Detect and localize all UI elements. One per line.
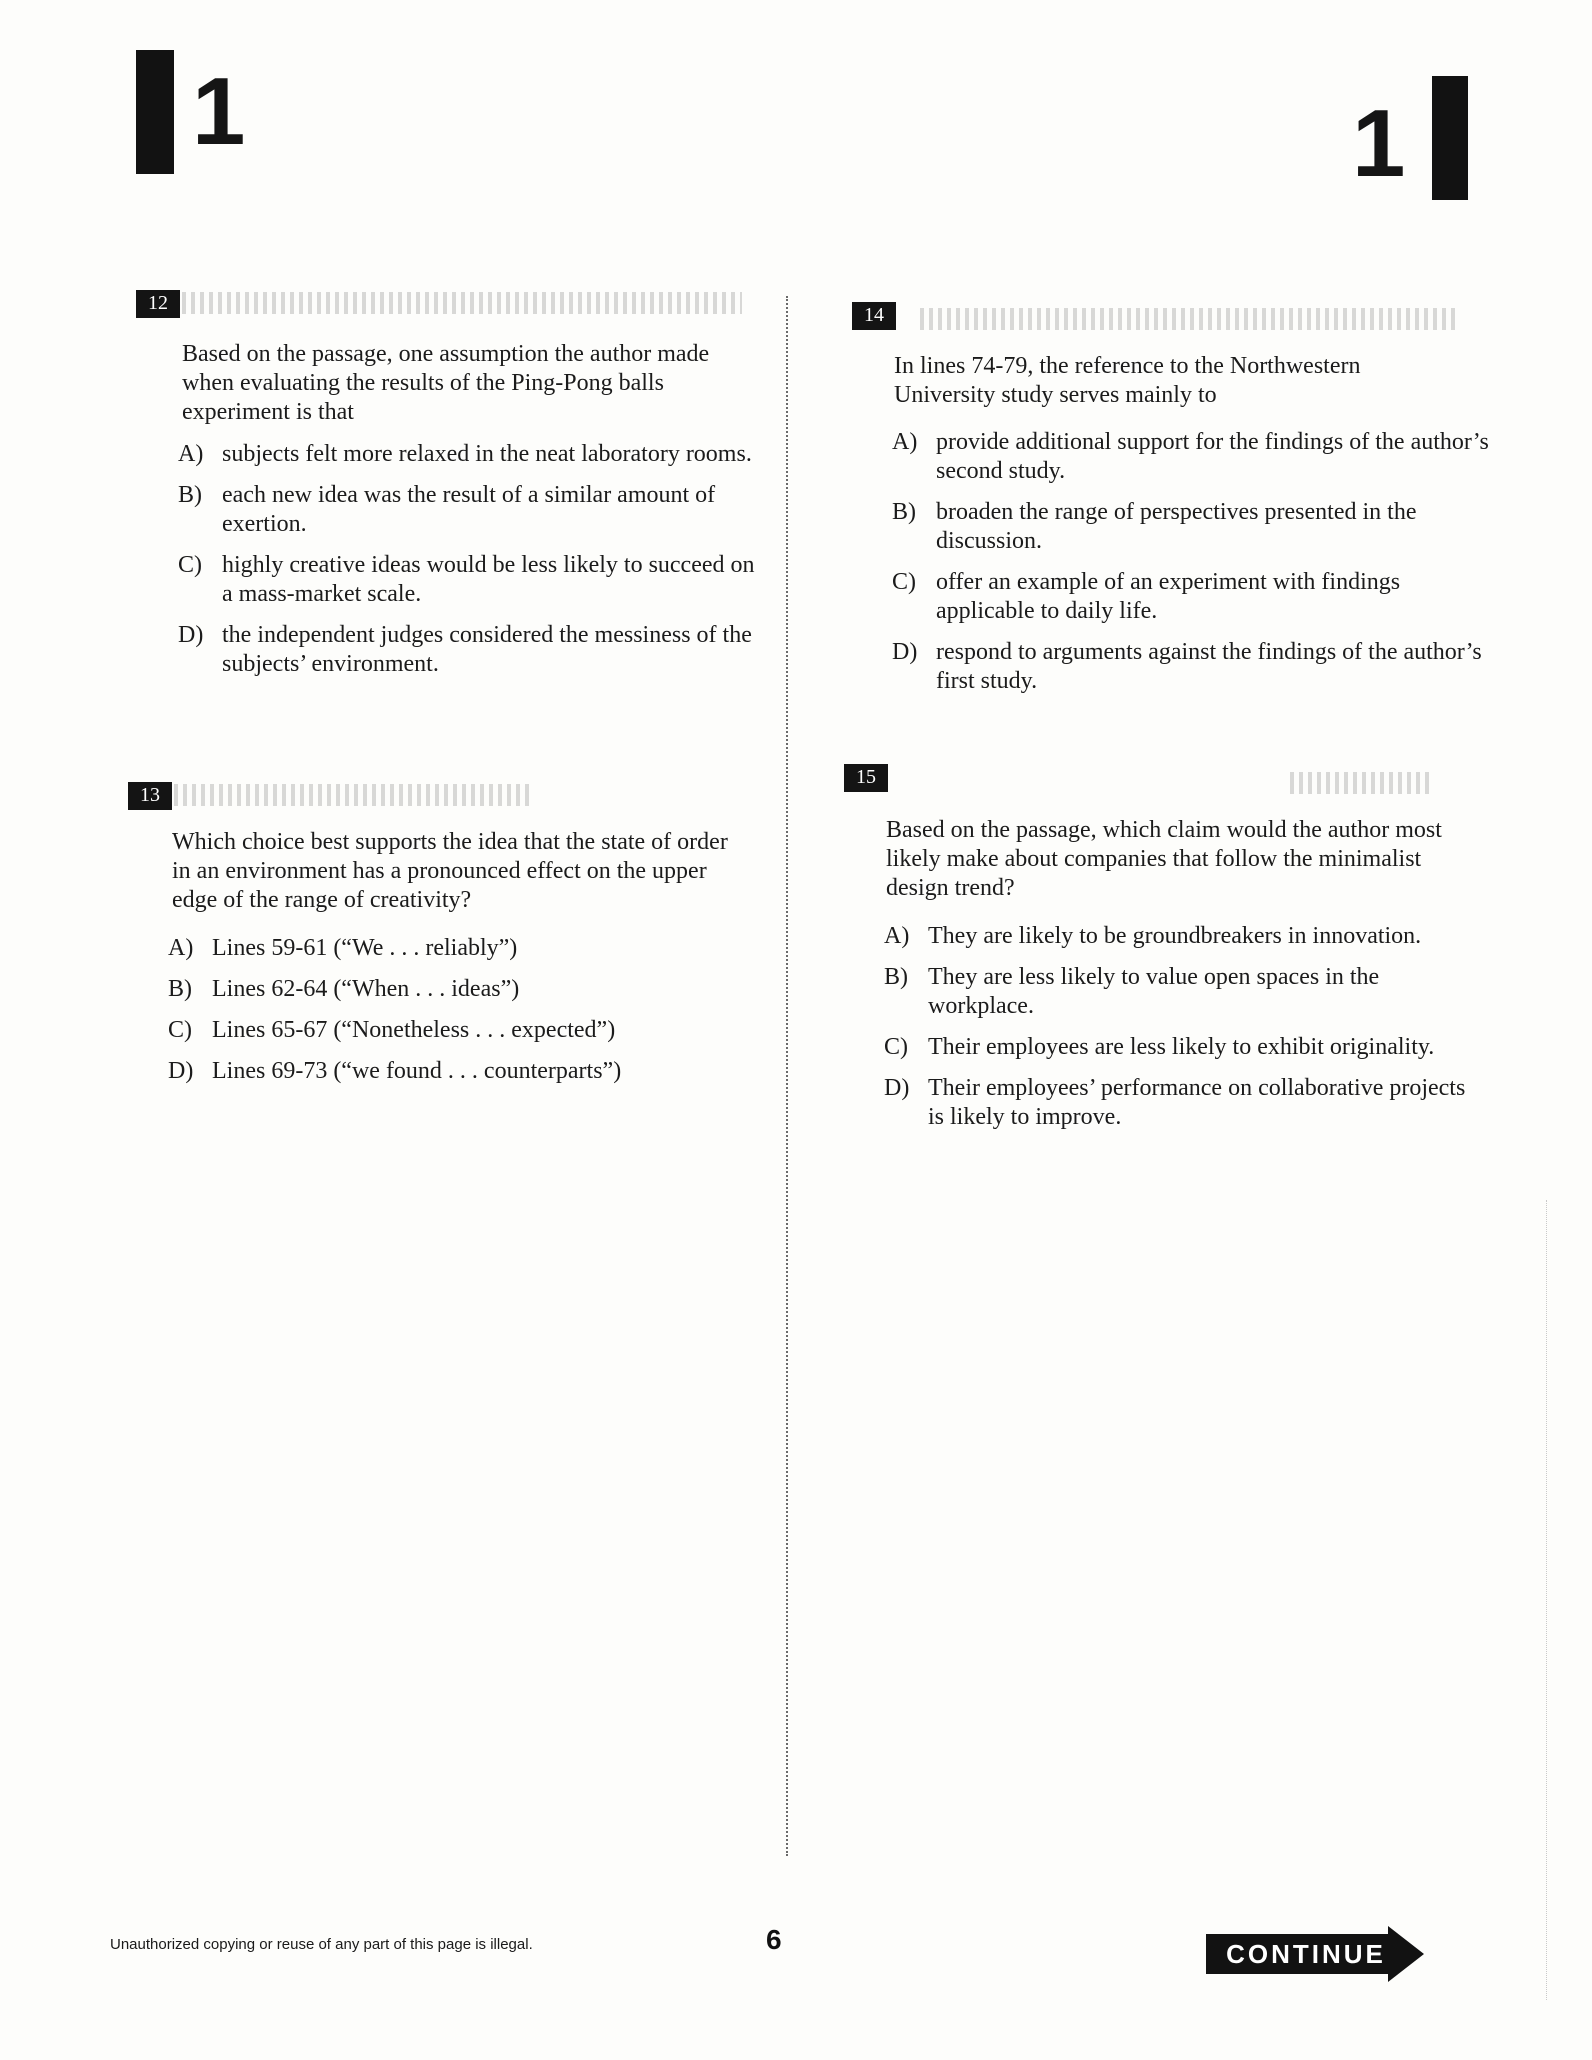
answer-option-b[interactable] (892, 498, 1492, 556)
option-text: They are likely to be groundbreakers in innovation. (928, 923, 1422, 949)
answer-option-b[interactable] (178, 481, 762, 539)
section-marker-bar-right (1432, 76, 1468, 200)
option-text: broaden the range of perspectives presented in the discussion. (936, 499, 1417, 554)
option-text: highly creative ideas would be less likely to succeed on a mass-market scale. (222, 552, 755, 607)
answer-options (892, 428, 1492, 708)
option-text: Lines 59-61 (“We . . . reliably”) (212, 935, 518, 961)
answer-option-d[interactable] (168, 1057, 758, 1086)
option-letter: B) (884, 964, 908, 990)
answer-option-a[interactable] (168, 934, 758, 963)
answer-option-d[interactable] (178, 621, 762, 679)
answer-option-b[interactable] (884, 963, 1484, 1021)
option-letter: C) (168, 1017, 192, 1043)
option-text: Lines 65-67 (“Nonetheless . . . expected”) (212, 1017, 616, 1043)
option-text: each new idea was the result of a similar amount of exertion. (222, 482, 716, 537)
answer-option-c[interactable] (178, 551, 762, 609)
option-text: They are less likely to value open spaces in the workplace. (928, 964, 1380, 1019)
question-number-badge: 15 (844, 764, 888, 792)
option-text: offer an example of an experiment with findings applicable to daily life. (936, 569, 1401, 624)
answer-option-a[interactable] (892, 428, 1492, 486)
scan-noise (182, 292, 742, 314)
continue-label: CONTINUE (1226, 1939, 1386, 1969)
question-number-badge: 12 (136, 290, 180, 318)
answer-option-d[interactable] (892, 638, 1492, 696)
option-letter: D) (892, 639, 918, 665)
option-letter: A) (178, 441, 204, 467)
option-letter: D) (884, 1075, 910, 1101)
question-stem: Which choice best supports the idea that the state of order in an environment has a pronounced effect on the upper edge of the range of creativity? (172, 829, 728, 913)
section-number-right: 1 (1352, 90, 1406, 197)
option-text: respond to arguments against the findings of the author’s first study. (936, 639, 1482, 694)
continue-button[interactable] (1206, 1926, 1428, 1982)
answer-options (178, 440, 762, 691)
question-stem: In lines 74-79, the reference to the Northwestern University study serves mainly to (894, 353, 1361, 408)
answer-options (884, 922, 1484, 1144)
question-stem: Based on the passage, one assumption the author made when evaluating the results of the Ping-Pong balls experiment is that (182, 341, 710, 425)
option-text: provide additional support for the findings of the author’s second study. (936, 429, 1489, 484)
option-letter: B) (168, 976, 192, 1002)
option-text: Their employees’ performance on collaborative projects is likely to improve. (928, 1075, 1466, 1130)
option-letter: D) (168, 1058, 194, 1084)
section-marker-bar-left (136, 50, 174, 174)
answer-options (168, 934, 758, 1098)
option-letter: C) (892, 569, 916, 595)
answer-option-a[interactable] (884, 922, 1484, 951)
option-letter: B) (892, 499, 916, 525)
page-number: 6 (766, 1924, 782, 1955)
option-letter: B) (178, 482, 202, 508)
option-text: Lines 62-64 (“When . . . ideas”) (212, 976, 520, 1002)
answer-option-c[interactable] (884, 1033, 1484, 1062)
option-text: Their employees are less likely to exhibit originality. (928, 1034, 1435, 1060)
answer-option-a[interactable] (178, 440, 762, 469)
option-text: the independent judges considered the messiness of the subjects’ environment. (222, 622, 752, 677)
question-number-badge: 14 (852, 302, 896, 330)
option-text: subjects felt more relaxed in the neat laboratory rooms. (222, 441, 752, 467)
scan-edge-marks (1546, 1200, 1547, 2000)
scan-noise (1290, 772, 1430, 794)
option-letter: A) (892, 429, 918, 455)
option-letter: A) (884, 923, 910, 949)
option-letter: C) (884, 1034, 908, 1060)
answer-option-c[interactable] (168, 1016, 758, 1045)
answer-option-b[interactable] (168, 975, 758, 1004)
option-letter: C) (178, 552, 202, 578)
question-number-badge: 13 (128, 782, 172, 810)
answer-option-c[interactable] (892, 568, 1492, 626)
scan-noise (920, 308, 1460, 330)
section-number-left: 1 (192, 58, 246, 165)
copyright-notice: Unauthorized copying or reuse of any part of this page is illegal. (110, 1936, 533, 1953)
option-text: Lines 69-73 (“we found . . . counterparts”) (212, 1058, 622, 1084)
answer-option-d[interactable] (884, 1074, 1484, 1132)
column-divider (786, 296, 788, 1856)
scan-noise (174, 784, 534, 806)
option-letter: D) (178, 622, 204, 648)
option-letter: A) (168, 935, 194, 961)
question-stem: Based on the passage, which claim would the author most likely make about companies that follow the minimalist design trend? (886, 817, 1442, 901)
